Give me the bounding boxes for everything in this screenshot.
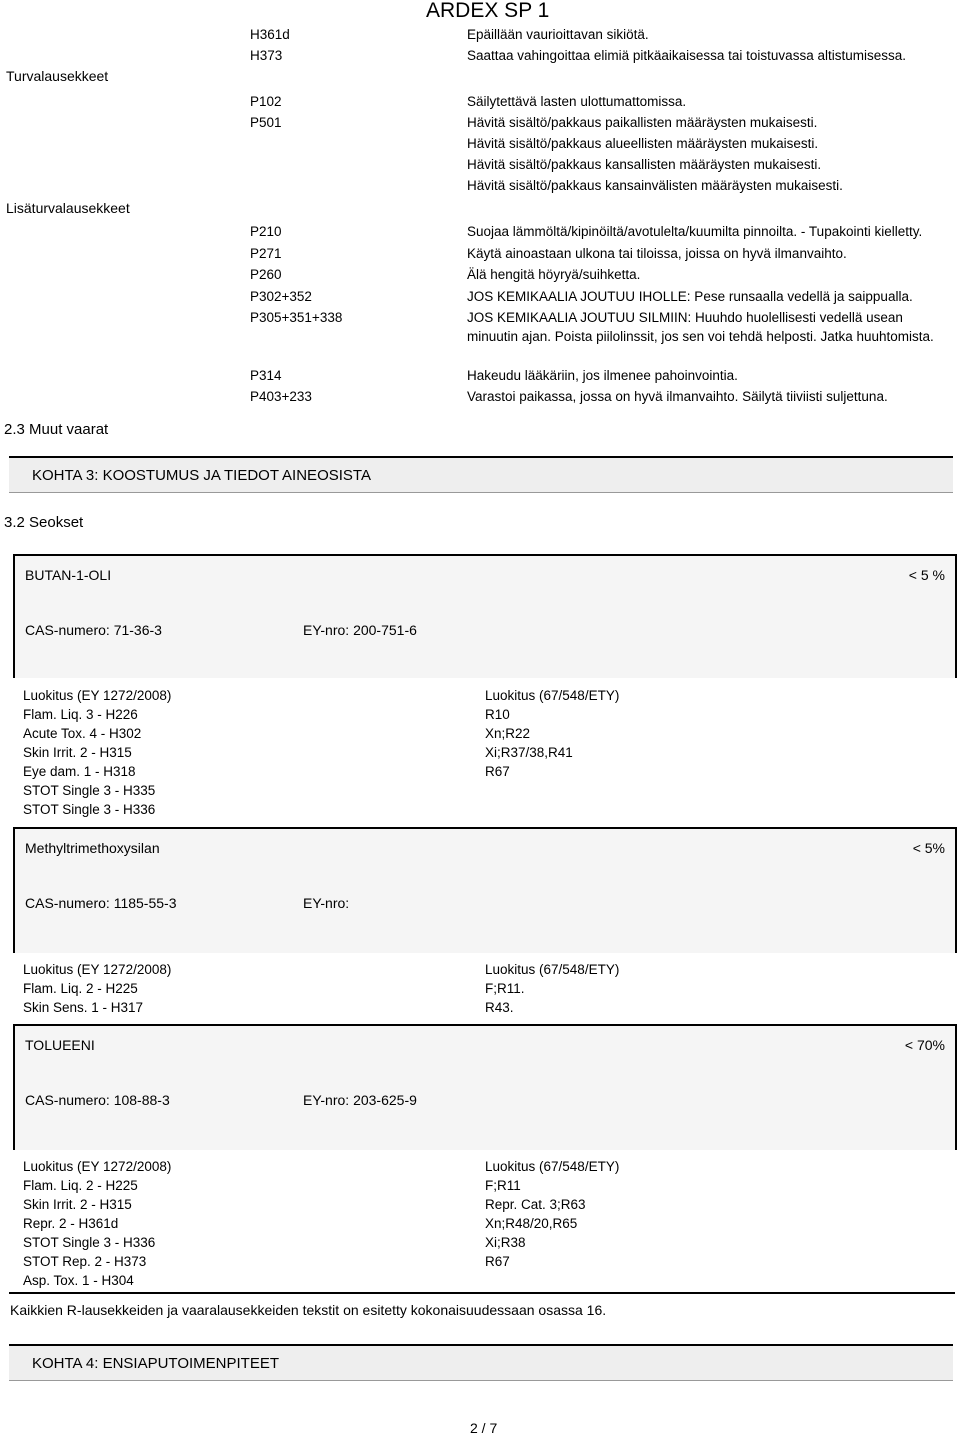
h-code: H361d <box>250 27 290 42</box>
mixtures-subheading: 3.2 Seokset <box>4 514 84 531</box>
r-phrase-footnote: Kaikkien R-lausekkeiden ja vaaralausekkeiden tekstit on esitetty kokonaisuudessaan osassa 16. <box>10 1302 607 1318</box>
clp-entry: Flam. Liq. 2 - H225 <box>23 981 138 996</box>
clp-entry: Eye dam. 1 - H318 <box>23 764 136 779</box>
dsd-entry: Xn;R22 <box>485 726 531 741</box>
ey-number: EY-nro: 203-625-9 <box>303 1092 417 1108</box>
clp-entry: Skin Irrit. 2 - H315 <box>23 745 132 760</box>
substance-concentration: < 5% <box>912 840 945 856</box>
dsd-entry: Xi;R38 <box>485 1235 526 1250</box>
dsd-classification <box>485 1157 619 1271</box>
substance-box <box>13 554 957 678</box>
dsd-entry: Xi;R37/38,R41 <box>485 745 573 760</box>
p-code: P314 <box>250 368 282 383</box>
clp-title: Luokitus (EY 1272/2008) <box>23 688 172 703</box>
clp-classification <box>23 1157 171 1290</box>
clp-entry: Skin Sens. 1 - H317 <box>23 1000 144 1015</box>
clp-entry: STOT Rep. 2 - H373 <box>23 1254 147 1269</box>
clp-entry: Skin Irrit. 2 - H315 <box>23 1197 132 1212</box>
substance-box <box>13 1024 957 1150</box>
dsd-entry: R43. <box>485 1000 514 1015</box>
clp-classification <box>23 686 171 819</box>
other-hazards-heading: 2.3 Muut vaarat <box>4 421 109 438</box>
dsd-classification <box>485 686 619 781</box>
substance-name: TOLUEENI <box>25 1037 95 1053</box>
p-code: P260 <box>250 267 282 282</box>
clp-entry: Acute Tox. 4 - H302 <box>23 726 142 741</box>
p-text: JOS KEMIKAALIA JOUTUU IHOLLE: Pese runsaalla vedellä ja saippualla. <box>467 289 913 304</box>
dsd-entry: R67 <box>485 1254 510 1269</box>
section-divider <box>9 1292 955 1294</box>
section-4-heading-bar <box>9 1344 953 1381</box>
substance-concentration: < 70% <box>904 1037 945 1053</box>
precautionary-statements-label: Turvalausekkeet <box>6 68 109 84</box>
p-text: Hävitä sisältö/pakkaus kansallisten määräysten mukaisesti. <box>467 157 822 172</box>
p-code: P302+352 <box>250 289 312 304</box>
dsd-entry: Repr. Cat. 3;R63 <box>485 1197 586 1212</box>
page-number: 2 / 7 <box>470 1420 498 1436</box>
p-text: Hävitä sisältö/pakkaus paikallisten määräysten mukaisesti. <box>467 115 818 130</box>
dsd-title: Luokitus (67/548/ETY) <box>485 1159 620 1174</box>
clp-entry: Repr. 2 - H361d <box>23 1216 119 1231</box>
dsd-title: Luokitus (67/548/ETY) <box>485 962 620 977</box>
h-text: Epäillään vaurioittavan sikiötä. <box>467 27 649 42</box>
dsd-entry: F;R11 <box>485 1178 521 1193</box>
clp-classification <box>23 960 171 1017</box>
h-text: Saattaa vahingoittaa elimiä pitkäaikaisessa tai toistuvassa altistumisessa. <box>467 48 906 63</box>
clp-title: Luokitus (EY 1272/2008) <box>23 962 172 977</box>
ey-number: EY-nro: 200-751-6 <box>303 622 417 638</box>
p-text: Älä hengitä höyryä/suihketta. <box>467 267 641 282</box>
section-4-heading: KOHTA 4: ENSIAPUTOIMENPITEET <box>32 1355 279 1372</box>
substance-name: BUTAN-1-OLI <box>25 567 112 583</box>
p-code: P271 <box>250 246 282 261</box>
p-code: P403+233 <box>250 389 312 404</box>
dsd-entry: F;R11. <box>485 981 525 996</box>
dsd-entry: R10 <box>485 707 510 722</box>
clp-entry: STOT Single 3 - H335 <box>23 783 156 798</box>
substance-box <box>13 827 957 953</box>
p-text: Hakeudu lääkäriin, jos ilmenee pahoinvointia. <box>467 368 738 383</box>
clp-entry: Flam. Liq. 3 - H226 <box>23 707 138 722</box>
p-text: Käytä ainoastaan ulkona tai tiloissa, joissa on hyvä ilmanvaihto. <box>467 246 847 261</box>
clp-title: Luokitus (EY 1272/2008) <box>23 1159 172 1174</box>
p-text: Varastoi paikassa, jossa on hyvä ilmanvaihto. Säilytä tiiviisti suljettuna. <box>467 389 888 404</box>
p-code: P501 <box>250 115 282 130</box>
h-code: H373 <box>250 48 283 63</box>
cas-number: CAS-numero: 1185-55-3 <box>25 895 177 911</box>
dsd-entry: Xn;R48/20,R65 <box>485 1216 578 1231</box>
p-text: Hävitä sisältö/pakkaus alueellisten määräysten mukaisesti. <box>467 136 819 151</box>
dsd-title: Luokitus (67/548/ETY) <box>485 688 620 703</box>
cas-number: CAS-numero: 71-36-3 <box>25 622 162 638</box>
p-code: P102 <box>250 94 282 109</box>
cas-number: CAS-numero: 108-88-3 <box>25 1092 170 1108</box>
dsd-classification <box>485 960 619 1017</box>
p-text: Säilytettävä lasten ulottumattomissa. <box>467 94 687 109</box>
p-code: P305+351+338 <box>250 310 343 325</box>
substance-concentration: < 5 % <box>908 567 945 583</box>
supplementary-statements-label: Lisäturvalausekkeet <box>6 200 130 216</box>
p-text: Hävitä sisältö/pakkaus kansainvälisten määräysten mukaisesti. <box>467 178 843 193</box>
clp-entry: STOT Single 3 - H336 <box>23 1235 156 1250</box>
substance-name: Methyltrimethoxysilan <box>25 840 160 856</box>
p-text: Suojaa lämmöltä/kipinöiltä/avotulelta/kuumilta pinnoilta. - Tupakointi kielletty. <box>467 224 923 239</box>
clp-entry: Asp. Tox. 1 - H304 <box>23 1273 134 1288</box>
section-3-heading: KOHTA 3: KOOSTUMUS JA TIEDOT AINEOSISTA <box>32 467 371 484</box>
dsd-entry: R67 <box>485 764 510 779</box>
clp-entry: STOT Single 3 - H336 <box>23 802 156 817</box>
clp-entry: Flam. Liq. 2 - H225 <box>23 1178 138 1193</box>
ey-number: EY-nro: <box>303 895 350 911</box>
section-3-heading-bar <box>9 456 953 493</box>
p-text: JOS KEMIKAALIA JOUTUU SILMIIN: Huuhdo huolellisesti vedellä usean minuutin ajan. Poista piilolinssit, jos sen voi tehdä helposti. Jatka huuhtomista. <box>467 310 934 344</box>
document-title: ARDEX SP 1 <box>426 0 550 22</box>
p-code: P210 <box>250 224 282 239</box>
